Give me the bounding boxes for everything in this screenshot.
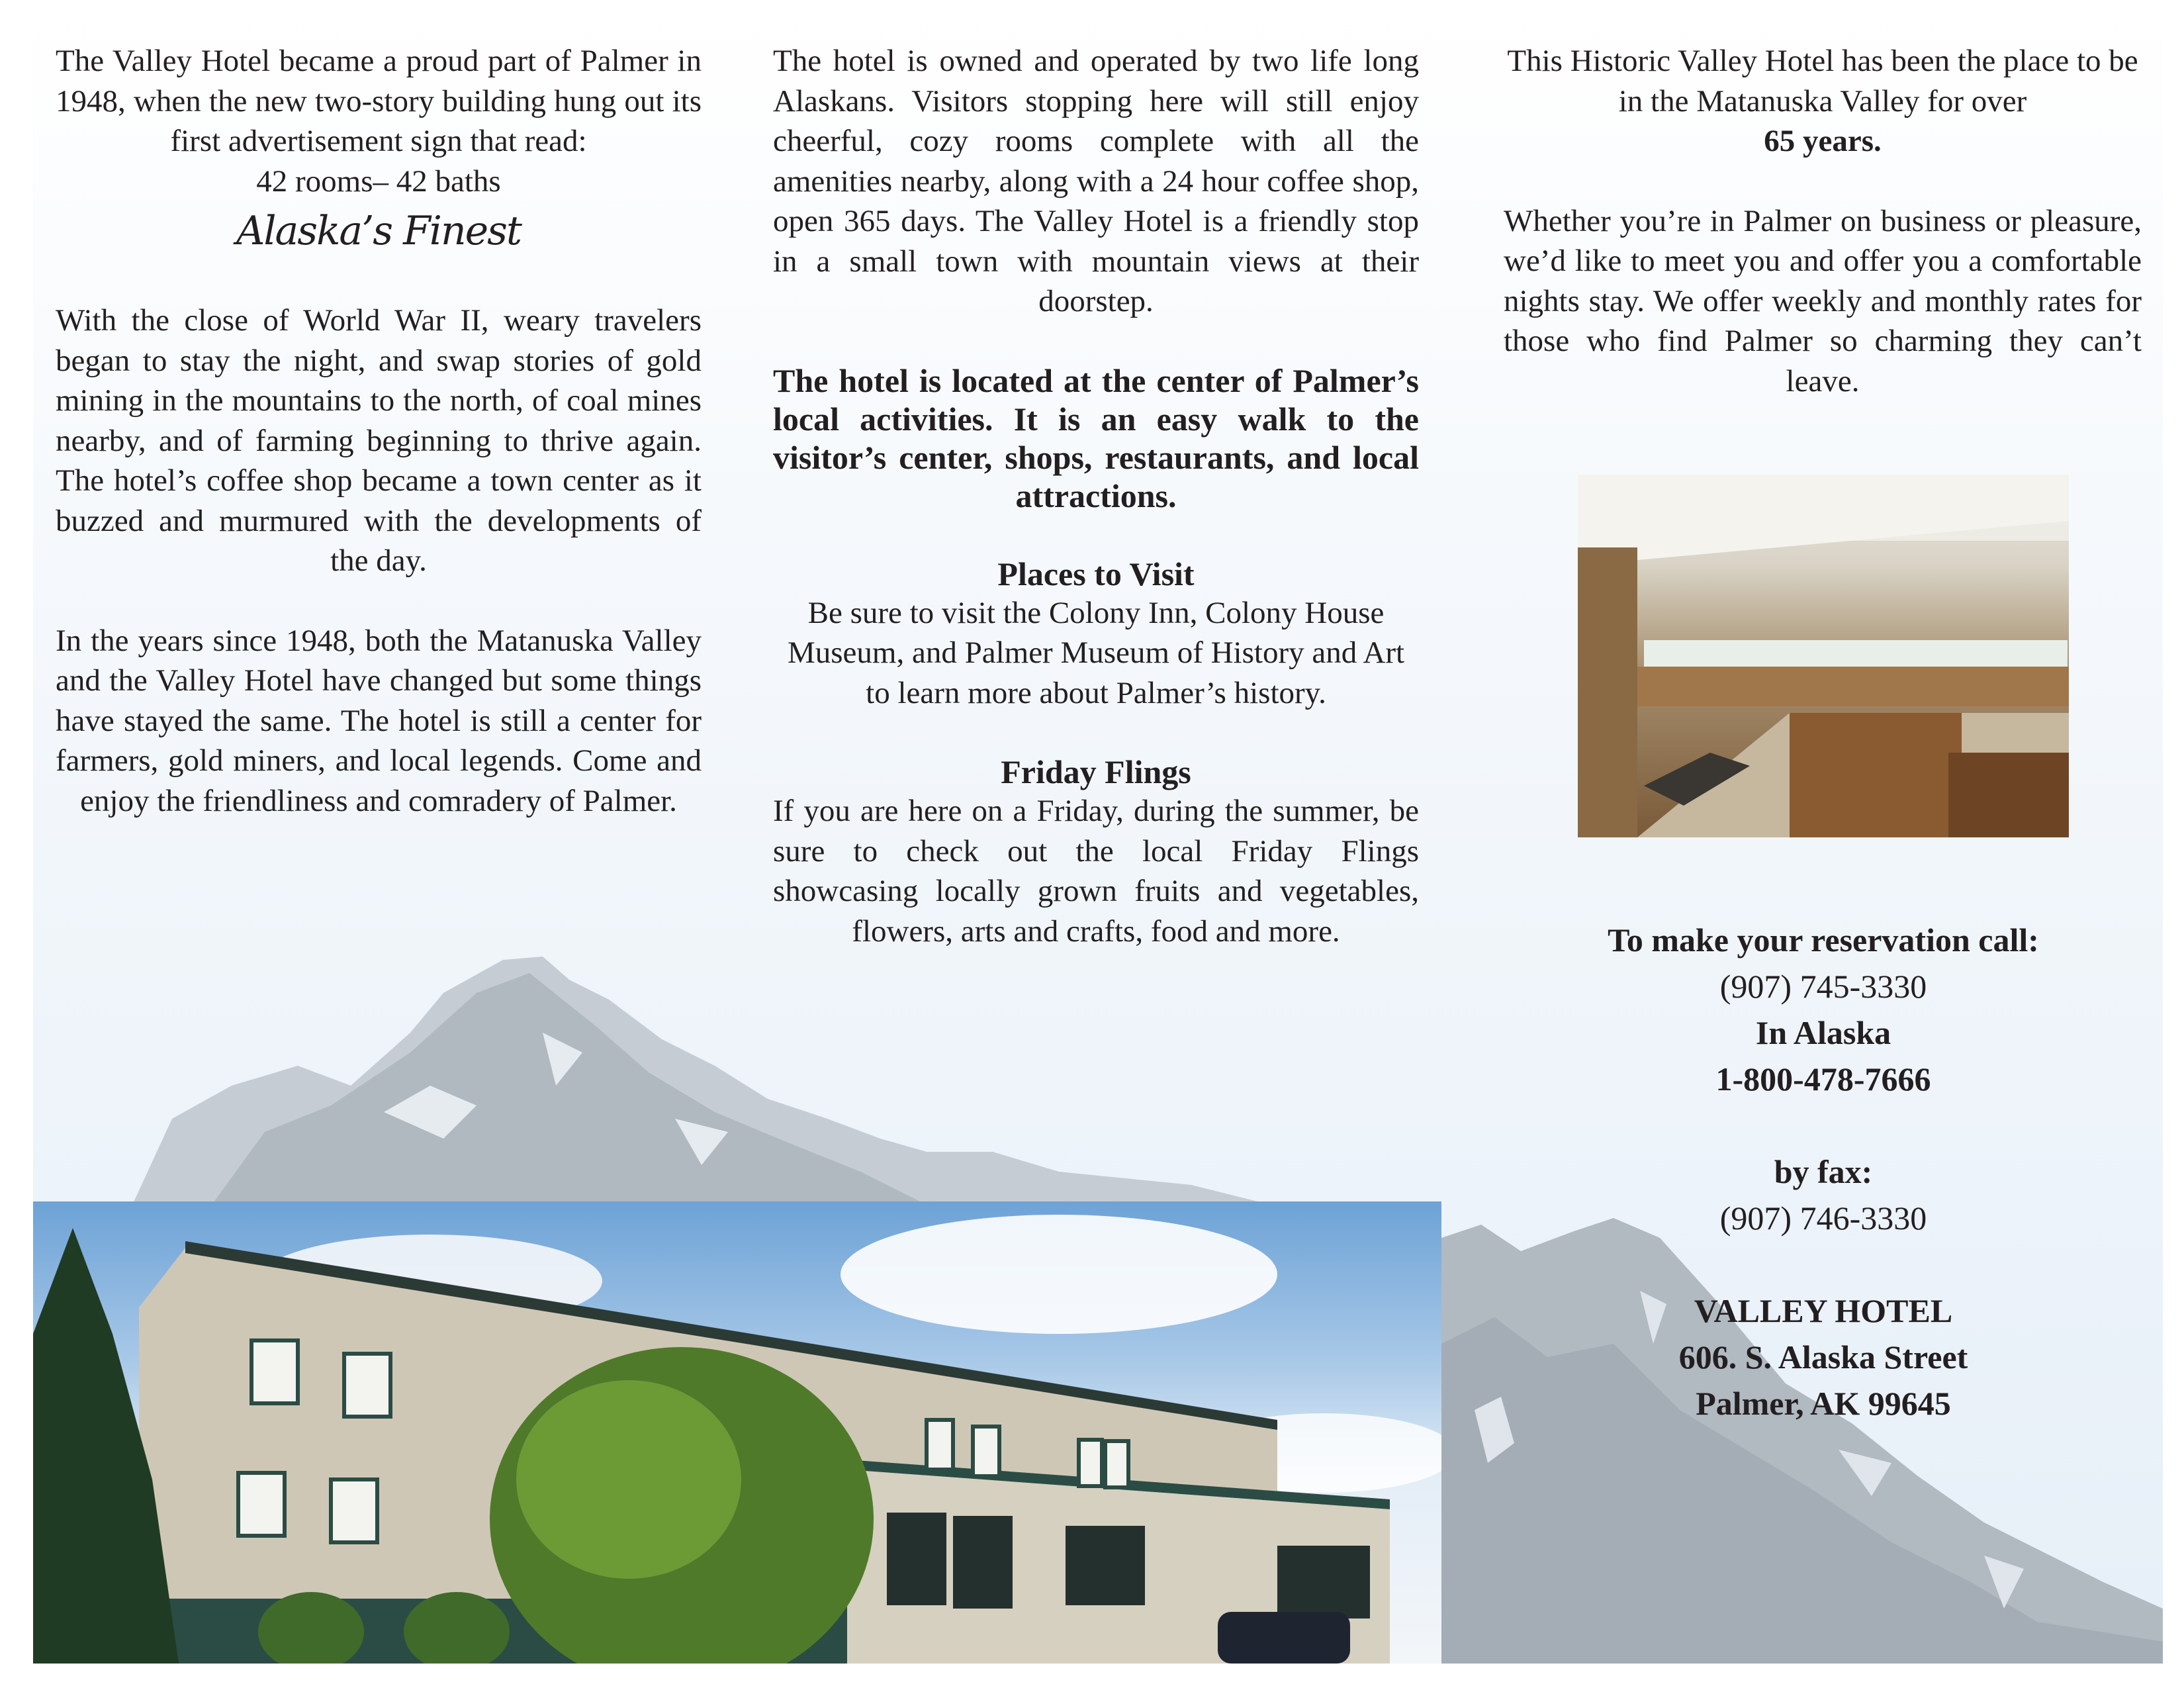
flings-heading: Friday Flings: [1001, 753, 1191, 790]
coffee-shop-interior-photo: [1578, 475, 2069, 837]
sign-text: 42 rooms– 42 baths: [256, 164, 501, 199]
fax-number: (907) 746-3330: [1719, 1199, 1927, 1237]
reservation-phone[interactable]: (907) 745-3330: [1719, 968, 1927, 1005]
amenities-column: [773, 41, 1419, 951]
places-text: Be sure to visit the Colony Inn, Colony House Museum, and Palmer Museum of History and Art to learn more about Palmer’s history.: [787, 595, 1405, 710]
flings-text: If you are here on a Friday, during the summer, be sure to check out the local Friday Flings showcasing locally grown fruits and vegetables, flowers, arts and crafts, food and more.: [773, 794, 1419, 949]
tagline: This Historic Valley Hotel has been the place to be in the Matanuska Valley for over: [1507, 44, 2138, 118]
tagline-years: 65 years.: [1764, 124, 1882, 158]
today-paragraph: In the years since 1948, both the Matanuska Valley and the Valley Hotel have changed but some things have stayed the same. The hotel is still a center for farmers, gold miners, and local legends. Come and enjoy the friendliness and comradery of Palmer.: [56, 623, 702, 818]
stay-paragraph: Whether you’re in Palmer on business or pleasure, we’d like to meet you and offer you a comfortable nights stay. We offer weekly and monthly rates for those who find Palmer so charming they can’t leave.: [1504, 203, 2142, 399]
reservation-label: To make your reservation call:: [1608, 921, 2039, 959]
contact-info: [1476, 917, 2171, 1427]
in-alaska-label: In Alaska: [1755, 1014, 1891, 1051]
history-column: [56, 41, 702, 821]
places-heading: Places to Visit: [997, 555, 1195, 592]
location-statement: The hotel is located at the center of Palmer’s local activities. It is an easy walk to the visitor’s center, shops, restaurants, and local attractions.: [773, 361, 1419, 514]
history-paragraph: With the close of World War II, weary travelers began to stay the night, and swap stories of gold mining in the mountains to the north, of coal mines nearby, and of farming beginning to thrive again. The hotel’s coffee shop became a town center as it buzzed and murmured with the developments of the day.: [56, 303, 702, 578]
hotel-exterior-photo: [33, 1201, 1441, 1664]
mountain-illustration: [132, 953, 1271, 1205]
toll-free-phone[interactable]: 1-800-478-7666: [1715, 1060, 1931, 1098]
street-address: 606. S. Alaska Street: [1678, 1338, 1968, 1376]
fax-label: by fax:: [1774, 1153, 1873, 1190]
city-state-zip: Palmer, AK 99645: [1696, 1385, 1951, 1422]
welcome-column: [1504, 41, 2142, 401]
owners-paragraph: The hotel is owned and operated by two life long Alaskans. Visitors stopping here will still enjoy cheerful, cozy rooms complete with all the amenities nearby, along with a 24 hour coffee shop, open 365 days. The Valley Hotel is a friendly stop in a small town with mountain views at their doorstep.: [773, 44, 1419, 318]
intro-paragraph: The Valley Hotel became a proud part of Palmer in 1948, when the new two-story building hung out its first advertisement sign that read:: [56, 44, 702, 158]
hotel-name: VALLEY HOTEL: [1694, 1292, 1953, 1329]
slogan: Alaska’s Finest: [236, 208, 522, 254]
